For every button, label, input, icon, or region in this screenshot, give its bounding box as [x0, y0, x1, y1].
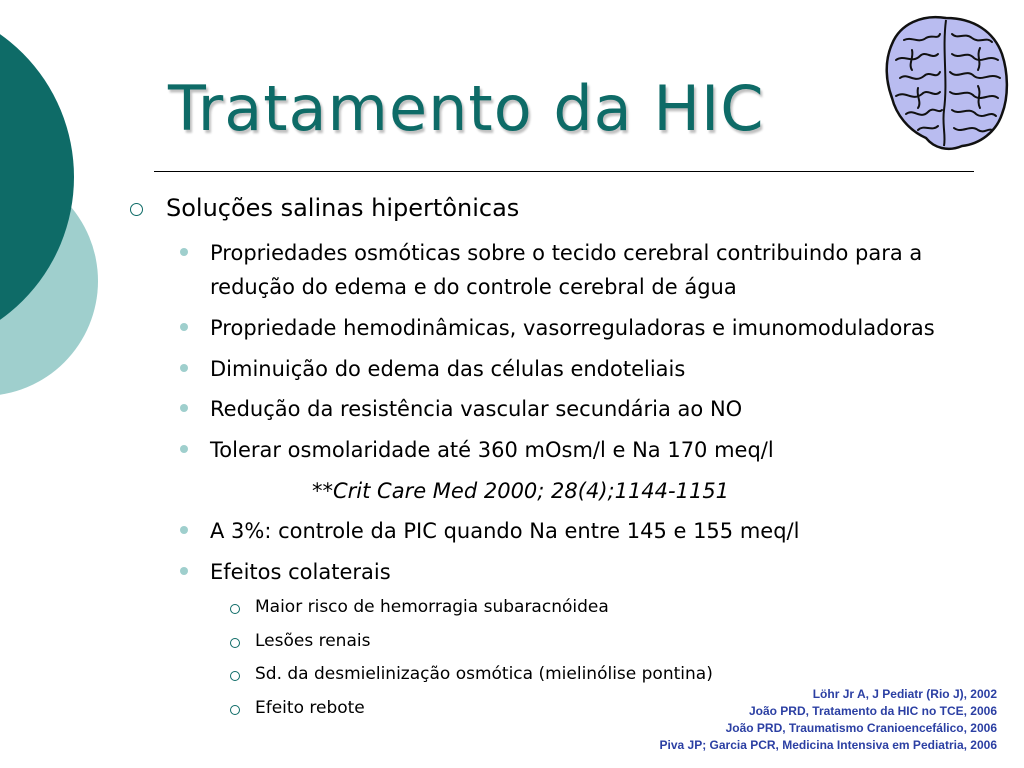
bullet-item: Redução da resistência vascular secundária ao NO — [210, 397, 743, 421]
reference-line: Piva JP; Garcia PCR, Medicina Intensiva em Pediatria, 2006 — [659, 738, 997, 752]
bullet-dot-icon — [180, 364, 188, 372]
bullet-item: Efeitos colaterais — [210, 560, 391, 584]
brain-icon — [882, 10, 1010, 160]
references — [660, 686, 998, 754]
subitem: Sd. da desmielinização osmótica (mielinólise pontina) — [255, 664, 713, 684]
subitem: Maior risco de hemorragia subaracnóidea — [255, 597, 609, 617]
reference-line: Löhr Jr A, J Pediatr (Rio J), 2002 — [812, 687, 997, 701]
subbullet-ring-icon — [230, 604, 240, 614]
bullet-ring-icon — [130, 203, 143, 216]
level1-item: Soluções salinas hipertônicas — [166, 194, 520, 222]
bullet-dot-icon — [180, 526, 188, 534]
bullet-item-continuation: redução do edema e do controle cerebral de água — [210, 275, 737, 299]
citation — [312, 474, 729, 508]
reference-line: João PRD, Tratamento da HIC no TCE, 2006 — [748, 704, 997, 718]
bullet-dot-icon — [180, 404, 188, 412]
title-divider — [154, 171, 974, 172]
bullet-item: Diminuição do edema das células endoteliais — [210, 357, 686, 381]
subitem: Lesões renais — [255, 631, 371, 651]
citation-stars: ** — [312, 479, 333, 503]
subitem: Efeito rebote — [255, 698, 365, 718]
subbullet-ring-icon — [230, 671, 240, 681]
citation-text: Crit Care Med 2000; 28(4);1144-1151 — [333, 479, 730, 503]
bullet-item: Propriedade hemodinâmicas, vasorreguladoras e imunomoduladoras — [210, 316, 935, 340]
bullet-dot-icon — [180, 248, 188, 256]
subbullet-ring-icon — [230, 638, 240, 648]
bullet-item: Tolerar osmolaridade até 360 mOsm/l e Na 170 meq/l — [210, 438, 774, 462]
bullet-dot-icon — [180, 445, 188, 453]
subbullet-ring-icon — [230, 705, 240, 715]
bullet-item: A 3%: controle da PIC quando Na entre 145 e 155 meq/l — [210, 519, 800, 543]
reference-line: João PRD, Traumatismo Cranioencefálico, 2006 — [725, 721, 997, 735]
bullet-item: Propriedades osmóticas sobre o tecido cerebral contribuindo para a — [210, 241, 923, 265]
bullet-dot-icon — [180, 567, 188, 575]
bullet-dot-icon — [180, 323, 188, 331]
slide-title: Tratamento da HIC — [168, 72, 765, 145]
